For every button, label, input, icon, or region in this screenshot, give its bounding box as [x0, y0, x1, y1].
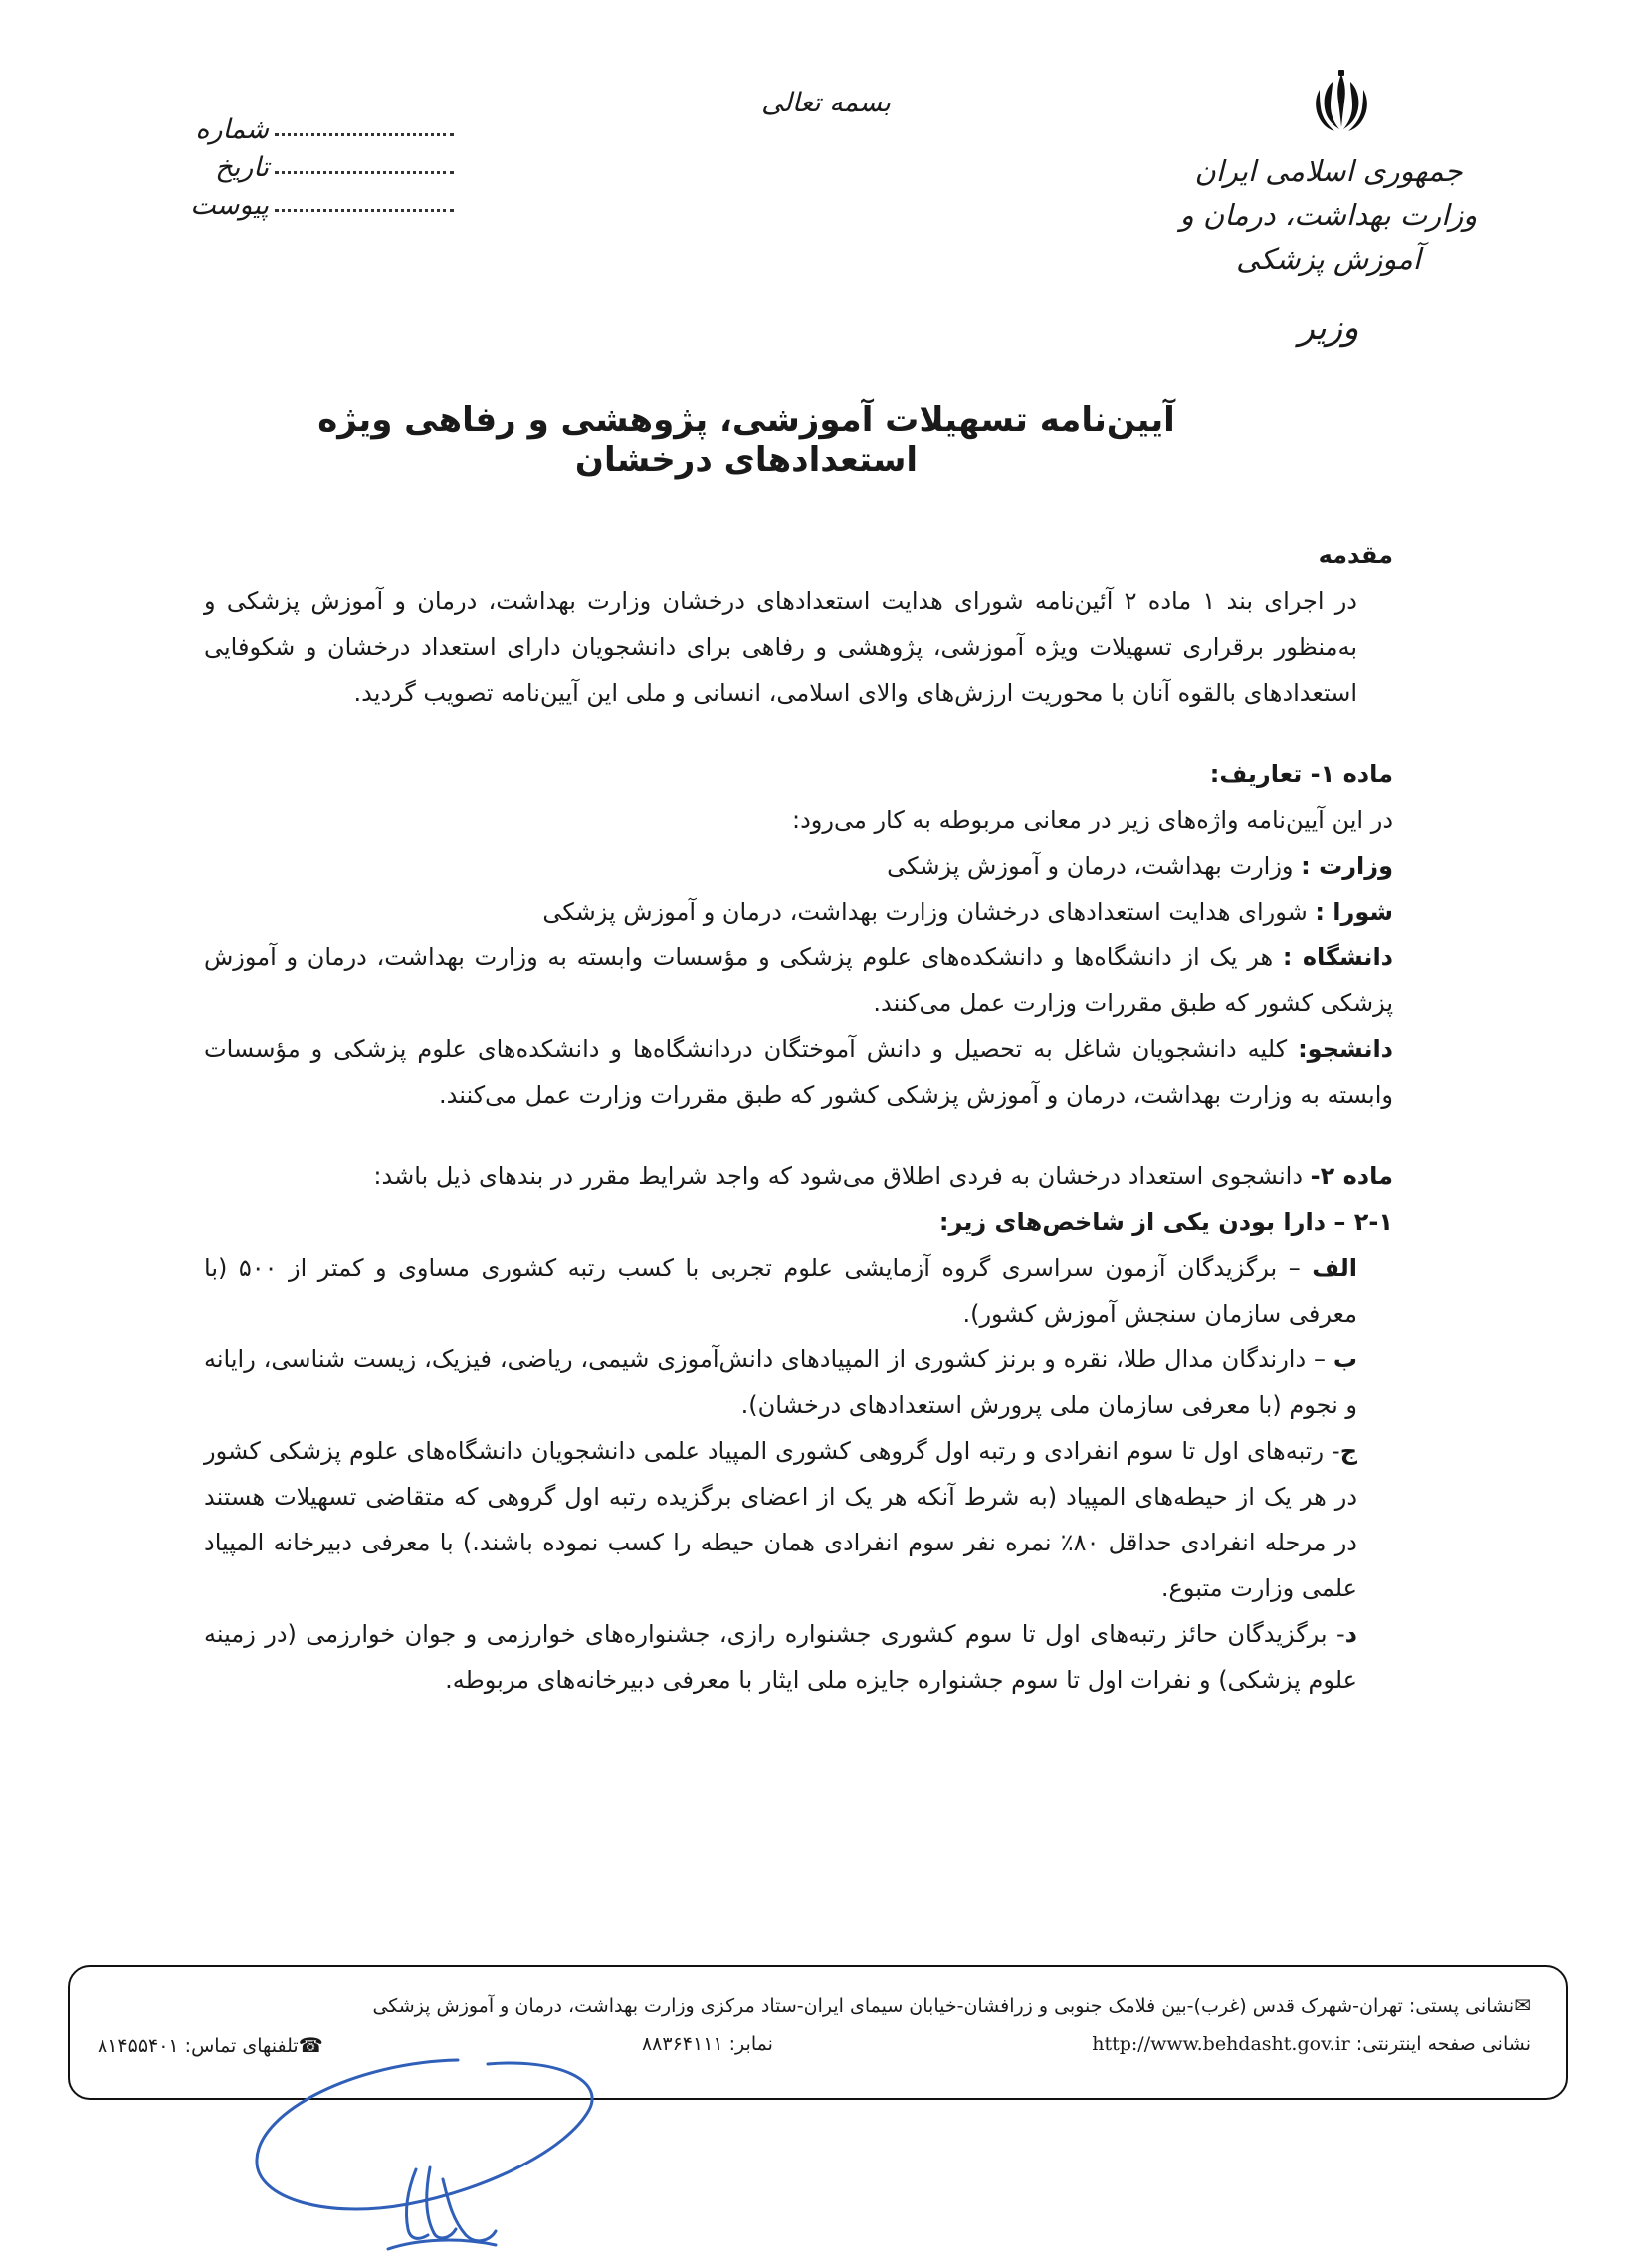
number-label: شماره — [195, 114, 269, 145]
date-row — [209, 145, 458, 183]
document-body — [204, 532, 1393, 1703]
clause-2-1-heading: ۲-۱ – دارا بودن یکی از شاخص‌های زیر: — [938, 1208, 1393, 1236]
bismillah: بسمه تعالی — [761, 88, 891, 118]
envelope-icon: ✉ — [1514, 1993, 1531, 2017]
letter-meta — [190, 107, 458, 221]
definition-term: دانشگاه : — [1282, 943, 1393, 971]
country-name: جمهوری اسلامی ایران — [1194, 154, 1463, 188]
website-group — [1092, 2033, 1531, 2057]
article1-lead: در این آیین‌نامه واژه‌های زیر در معانی مربوطه به کار می‌رود: — [792, 806, 1393, 834]
ministry-letterhead — [1164, 149, 1493, 350]
minister-label: وزیر — [1298, 309, 1359, 348]
definition-council — [204, 889, 1393, 934]
criterion-item — [204, 1611, 1393, 1703]
criterion-text: - رتبه‌های اول تا سوم انفرادی و رتبه اول گروهی کشوری المپیاد علمی دانشجویان دانشگاه‌های علوم پزشکی کشور در هر یک از حیطه‌های المپیاد (به شرط آنکه هر یک از اعضای برگزیده رتبه اول گروهی که متقاضی تسهیلات هستند در مرحله انفرادی حداقل ۸۰٪ نمره نفر سوم انفرادی همان حیطه را کسب نموده باشند.) با معرفی دبیرخانه المپیاد علمی وزارت متبوع. — [204, 1437, 1357, 1602]
handwritten-signature — [239, 2050, 637, 2268]
article1-heading: ماده ۱- تعاریف: — [1209, 760, 1393, 788]
definition-text: هر یک از دانشگاه‌ها و دانشکده‌های علوم پزشکی و مؤسسات وابسته به وزارت بهداشت، درمان و آموزش پزشکی کشور که طبق مقررات وزارت عمل می‌کنند. — [204, 943, 1393, 1017]
definition-text: کلیه دانشجویان شاغل به تحصیل و دانش آموختگان دردانشگاه‌ها و دانشکده‌های علوم پزشکی و مؤسسات وابسته به وزارت بهداشت، درمان و آموزش پزشکی کشور که طبق مقررات وزارت عمل می‌کنند. — [204, 1035, 1393, 1109]
website-link[interactable]: http://www.behdasht.gov.ir — [1092, 2033, 1350, 2055]
article2-heading — [204, 1153, 1393, 1199]
criterion-item — [204, 1337, 1393, 1428]
definition-term: شورا : — [1315, 898, 1393, 926]
criterion-label: د — [1344, 1620, 1357, 1648]
attachment-dotted-line — [275, 209, 454, 212]
criterion-text: – دارندگان مدال طلا، نقره و برنز کشوری از المپیادهای دانش‌آموزی شیمی، ریاضی، فیزیک، زیست شناسی، رایانه و نجوم (با معرفی سازمان ملی پرورش استعدادهای درخشان). — [204, 1345, 1357, 1419]
criterion-item — [204, 1245, 1393, 1337]
section-gap — [204, 716, 1393, 751]
phone-number: تلفنهای تماس: ۸۱۴۵۵۴۰۱ — [98, 2035, 299, 2057]
criterion-text: – برگزیدگان آزمون سراسری گروه آزمایشی علوم تجربی با کسب رتبه کشوری مساوی و کمتر از ۵۰۰ (با معرفی سازمان سنجش آموزش کشور). — [204, 1254, 1357, 1328]
iran-emblem-icon — [1306, 68, 1377, 139]
intro-paragraph: در اجرای بند ۱ ماده ۲ آئین‌نامه شورای هدایت استعدادهای درخشان وزارت بهداشت، درمان و آموزش پزشکی و به‌منظور برقراری تسهیلات ویژه آموزشی، پژوهشی و رفاهی برای دانشجویان دارای استعداد درخشان و شکوفایی استعدادهای بالقوه آنان با محوریت ارزش‌های والای اسلامی، انسانی و ملی این آیین‌نامه تصویب گردید. — [204, 587, 1357, 707]
definition-term: دانشجو: — [1298, 1035, 1393, 1063]
article2-number: ماده ۲- — [1310, 1162, 1393, 1190]
attachment-label: پیوست — [190, 190, 269, 221]
definition-term: وزارت : — [1301, 852, 1393, 880]
criterion-label: ب — [1333, 1345, 1357, 1373]
criterion-label: ج — [1339, 1437, 1357, 1465]
criterion-label: الف — [1312, 1254, 1358, 1282]
definition-text: وزارت بهداشت، درمان و آموزش پزشکی — [887, 852, 1302, 880]
website-label: نشانی صفحه اینترنتی: — [1355, 2033, 1531, 2055]
definition-ministry — [204, 843, 1393, 889]
footer-address-line — [98, 1993, 1531, 2017]
definition-university — [204, 934, 1393, 1026]
date-label: تاریخ — [215, 152, 269, 183]
telephone-icon: ☎ — [298, 2033, 323, 2057]
fax-number: نمابر: ۸۸۳۶۴۱۱۱ — [641, 2033, 773, 2055]
section-gap — [204, 1118, 1393, 1153]
definition-text: شورای هدایت استعدادهای درخشان وزارت بهداشت، درمان و آموزش پزشکی — [542, 898, 1316, 926]
definition-student — [204, 1026, 1393, 1118]
number-dotted-line — [275, 133, 454, 136]
postal-address: نشانی پستی: تهران-شهرک قدس (غرب)-بین فلامک جنوبی و زرافشان-خیابان سیمای ایران-ستاد مرکزی وزارت بهداشت، درمان و آموزش پزشکی — [372, 1995, 1515, 2017]
ministry-name: وزارت بهداشت، درمان و آموزش پزشکی — [1179, 198, 1478, 276]
intro-heading: مقدمه — [1318, 541, 1393, 569]
document-title: آیین‌نامه تسهیلات آموزشی، پژوهشی و رفاهی ویژه استعدادهای درخشان — [317, 400, 1175, 480]
number-row — [195, 107, 458, 145]
criterion-item — [204, 1428, 1393, 1611]
criterion-text: - برگزیدگان حائز رتبه‌های اول تا سوم کشوری جشنواره رازی، جشنواره‌های خوارزمی و جوان خوارزمی (در زمینه علوم پزشکی) و نفرات اول تا سوم جشنواره جایزه ملی ایثار با معرفی دبیرخانه‌های مربوطه. — [204, 1620, 1357, 1694]
attachment-row — [190, 183, 458, 221]
date-dotted-line — [275, 171, 454, 174]
article2-text: دانشجوی استعداد درخشان به فردی اطلاق می‌شود که واجد شرایط مقرر در بندهای ذیل باشد: — [373, 1162, 1311, 1190]
